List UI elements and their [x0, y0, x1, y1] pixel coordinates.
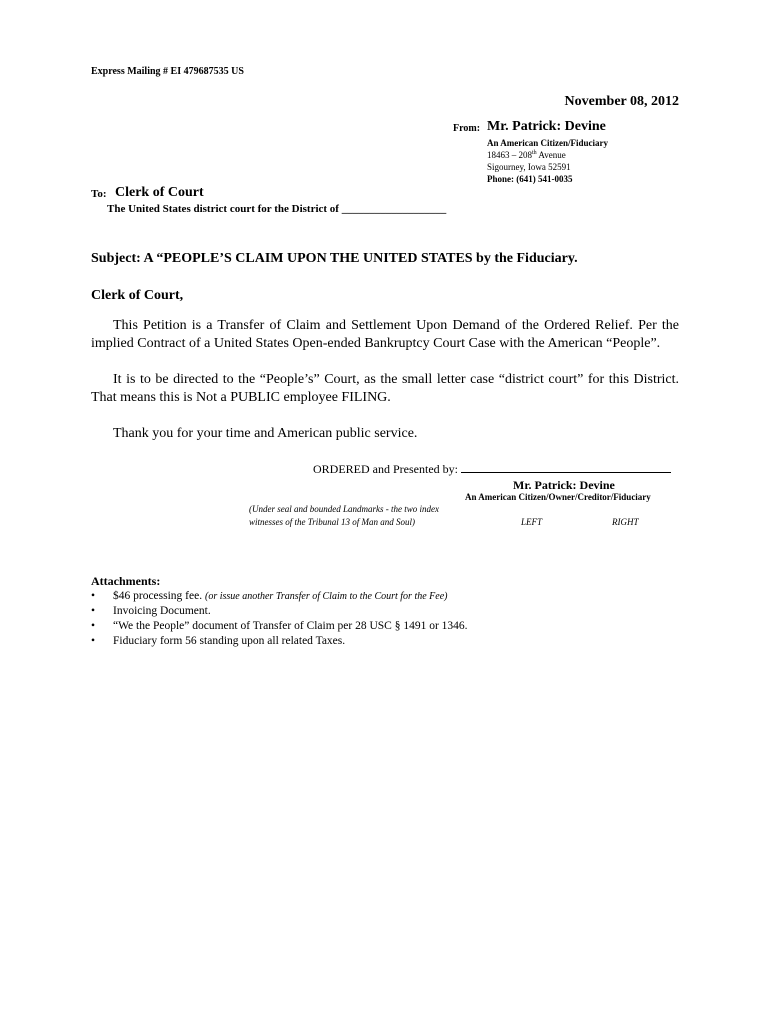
letter-date: November 08, 2012	[564, 94, 679, 109]
attachment-text: “We the People” document of Transfer of Claim per 28 USC § 1491 or 1346.	[113, 620, 468, 632]
seal-note-line2: witnesses of the Tribunal 13 of Man and Soul)	[249, 517, 416, 527]
bullet: •	[91, 635, 96, 647]
bullet: •	[91, 620, 96, 632]
ordered-by-row	[313, 461, 671, 477]
left-index-label: LEFT	[521, 517, 543, 527]
recipient-court: The United States district court for the District of ___________________	[107, 203, 447, 215]
list-item	[91, 604, 468, 619]
body-paragraph-3: Thank you for your time and American public service.	[113, 426, 418, 441]
list-item	[91, 589, 468, 604]
address-street-name: Avenue	[536, 150, 566, 160]
recipient-name: Clerk of Court	[115, 185, 204, 200]
attachments-list	[91, 589, 468, 649]
attachments-title: Attachments:	[91, 574, 161, 588]
list-item	[91, 634, 468, 649]
sender-title: An American Citizen/Fiduciary	[487, 138, 608, 148]
list-item	[91, 619, 468, 634]
sender-address-line1	[487, 150, 566, 160]
sender-phone: Phone: (641) 541-0035	[487, 174, 573, 184]
right-index-label: RIGHT	[612, 517, 639, 527]
attachment-note: (or issue another Transfer of Claim to the Court for the Fee)	[204, 591, 448, 602]
subject-line: Subject: A “PEOPLE’S CLAIM UPON THE UNITED STATES by the Fiduciary.	[91, 251, 578, 266]
ordinal-suffix: th	[532, 150, 537, 156]
ordered-label: ORDERED and Presented by:	[313, 462, 458, 476]
attachment-text: $46 processing fee.	[113, 590, 203, 602]
body-paragraph-1: This Petition is a Transfer of Claim and Settlement Upon Demand of the Ordered Relief. Per the implied Contract of a United States Open-ended Bankruptcy Court Case with the American “People”.	[91, 318, 679, 351]
bullet: •	[91, 590, 96, 602]
attachment-text: Fiduciary form 56 standing upon all related Taxes.	[113, 635, 346, 647]
seal-note-line1: (Under seal and bounded Landmarks - the two index	[249, 504, 439, 514]
sender-name: Mr. Patrick: Devine	[487, 119, 606, 134]
express-mailing-number: Express Mailing # EI 479687535 US	[91, 66, 244, 77]
signature-line	[461, 461, 671, 473]
signature-name: Mr. Patrick: Devine	[513, 478, 615, 492]
from-label: From:	[453, 123, 481, 134]
signature-title: An American Citizen/Owner/Creditor/Fiduciary	[465, 492, 651, 502]
sender-address-line2: Sigourney, Iowa 52591	[487, 162, 571, 172]
attachment-text: Invoicing Document.	[113, 605, 211, 617]
salutation: Clerk of Court,	[91, 288, 184, 303]
address-street-number: 18463 – 208	[487, 150, 532, 160]
to-label: To:	[91, 188, 107, 200]
body-paragraph-2: It is to be directed to the “People’s” Court, as the small letter case “district court” for this District. That means this is Not a PUBLIC employee FILING.	[91, 372, 679, 405]
bullet: •	[91, 605, 96, 617]
